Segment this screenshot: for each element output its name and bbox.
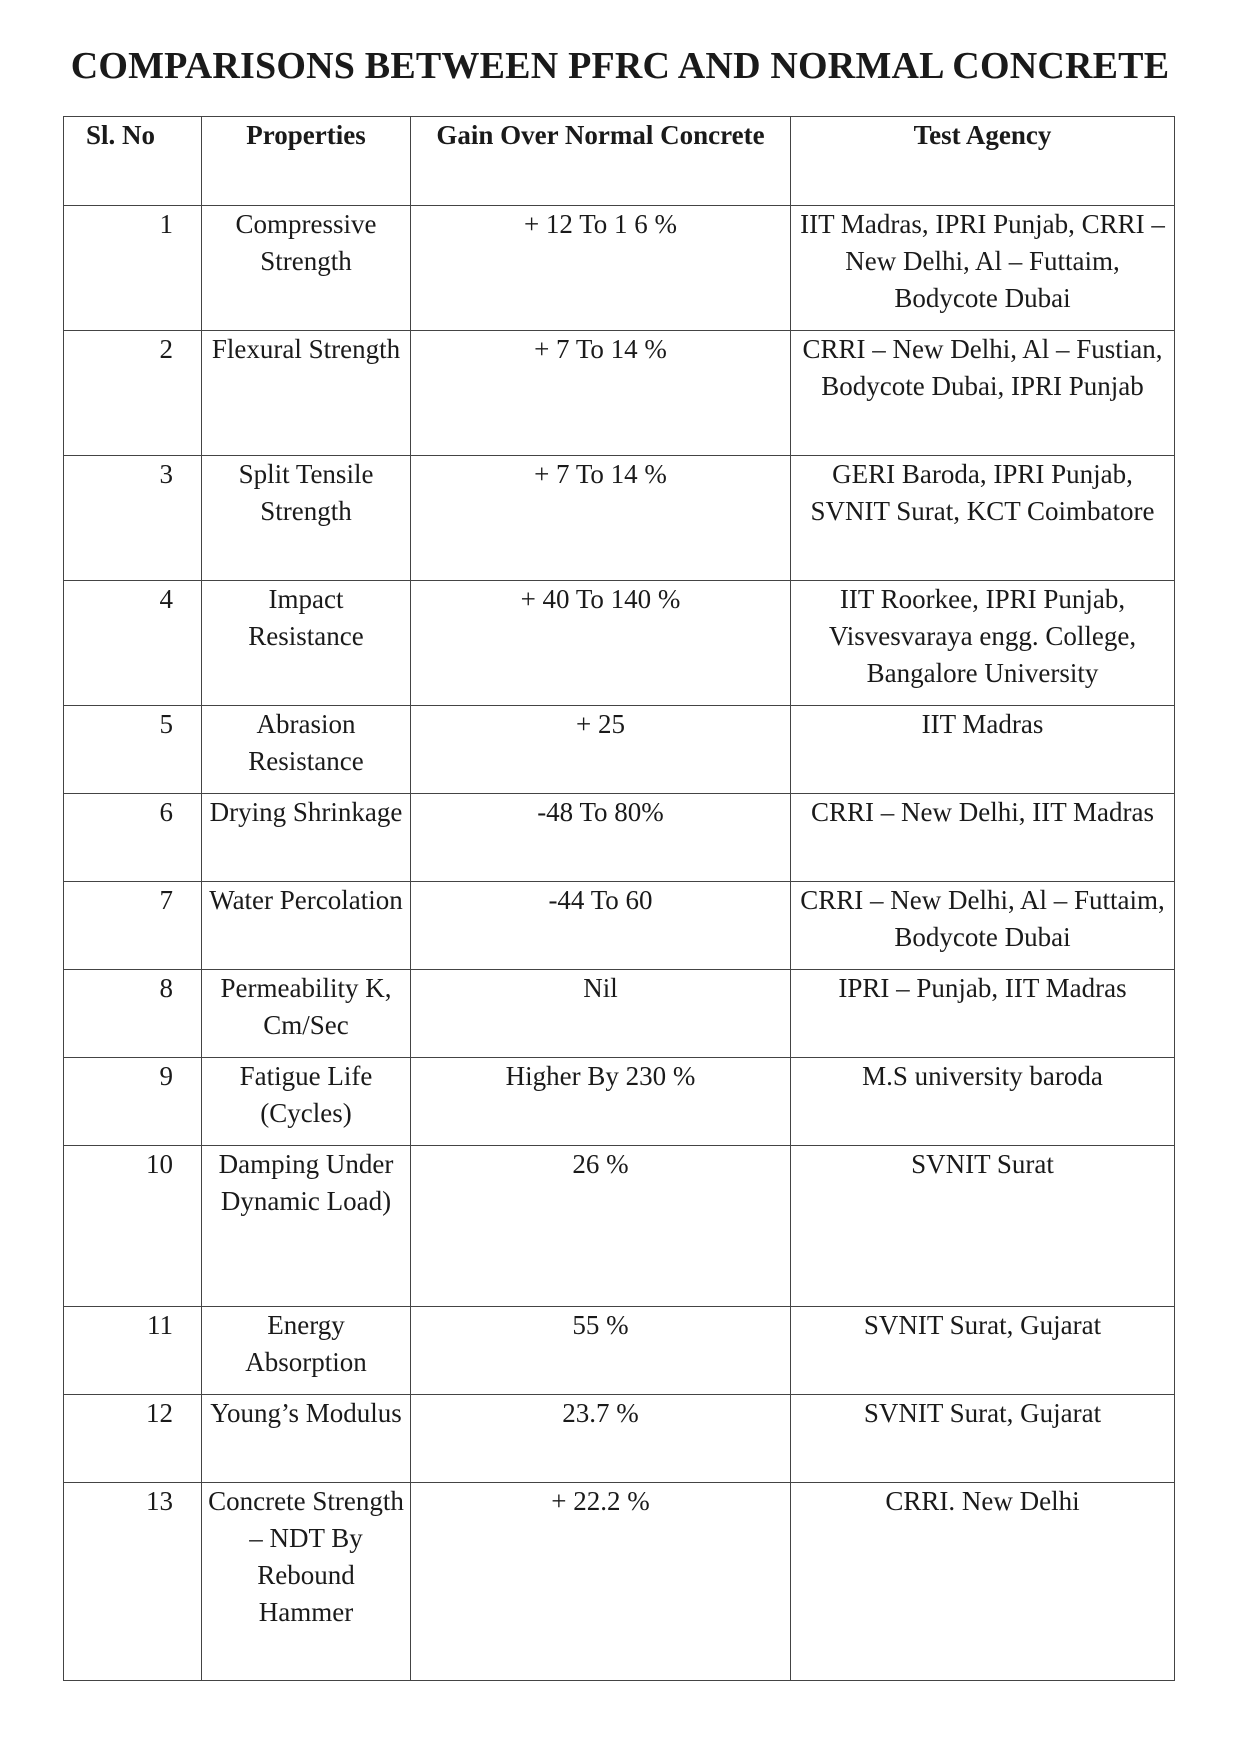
cell-gain: Higher By 230 % <box>411 1058 791 1146</box>
cell-gain: -48 To 80% <box>411 794 791 882</box>
table-row <box>64 706 1175 794</box>
cell-sl-no: 8 <box>64 970 202 1058</box>
cell-sl-no: 7 <box>64 882 202 970</box>
cell-property: Young’s Modulus <box>202 1395 411 1483</box>
cell-sl-no: 2 <box>64 331 202 456</box>
cell-sl-no: 3 <box>64 456 202 581</box>
cell-gain: + 7 To 14 % <box>411 331 791 456</box>
cell-gain: Nil <box>411 970 791 1058</box>
cell-agency: CRRI – New Delhi, Al – Futtaim, Bodycote Dubai <box>791 882 1175 970</box>
cell-gain: + 40 To 140 % <box>411 581 791 706</box>
cell-sl-no: 12 <box>64 1395 202 1483</box>
cell-agency: CRRI – New Delhi, IIT Madras <box>791 794 1175 882</box>
cell-agency: IIT Madras, IPRI Punjab, CRRI – New Delhi, Al – Futtaim, Bodycote Dubai <box>791 206 1175 331</box>
comparison-table <box>63 116 1175 1681</box>
cell-property: Water Percolation <box>202 882 411 970</box>
table-row <box>64 794 1175 882</box>
cell-gain: + 7 To 14 % <box>411 456 791 581</box>
header-properties: Properties <box>202 117 411 206</box>
table-row <box>64 1058 1175 1146</box>
table-row <box>64 1307 1175 1395</box>
cell-gain: + 12 To 1 6 % <box>411 206 791 331</box>
cell-agency: SVNIT Surat, Gujarat <box>791 1395 1175 1483</box>
cell-sl-no: 13 <box>64 1483 202 1681</box>
cell-gain: 26 % <box>411 1146 791 1307</box>
cell-agency: IIT Madras <box>791 706 1175 794</box>
cell-agency: SVNIT Surat <box>791 1146 1175 1307</box>
cell-gain: + 25 <box>411 706 791 794</box>
cell-property: Energy Absorption <box>202 1307 411 1395</box>
header-test-agency: Test Agency <box>791 117 1175 206</box>
cell-agency: IPRI – Punjab, IIT Madras <box>791 970 1175 1058</box>
cell-property: Abrasion Resistance <box>202 706 411 794</box>
cell-sl-no: 4 <box>64 581 202 706</box>
cell-property: Permeability K, Cm/Sec <box>202 970 411 1058</box>
cell-sl-no: 5 <box>64 706 202 794</box>
cell-sl-no: 6 <box>64 794 202 882</box>
table-row <box>64 970 1175 1058</box>
cell-sl-no: 9 <box>64 1058 202 1146</box>
header-sl-no: Sl. No <box>64 117 202 206</box>
cell-agency: M.S university baroda <box>791 1058 1175 1146</box>
table-row <box>64 331 1175 456</box>
cell-sl-no: 1 <box>64 206 202 331</box>
cell-sl-no: 10 <box>64 1146 202 1307</box>
cell-property: Split Tensile Strength <box>202 456 411 581</box>
table-row <box>64 882 1175 970</box>
header-gain: Gain Over Normal Concrete <box>411 117 791 206</box>
cell-property: Flexural Strength <box>202 331 411 456</box>
table-row <box>64 1395 1175 1483</box>
table-row <box>64 206 1175 331</box>
table-header-row <box>64 117 1175 206</box>
cell-sl-no: 11 <box>64 1307 202 1395</box>
cell-gain: 55 % <box>411 1307 791 1395</box>
table-row <box>64 581 1175 706</box>
table-row <box>64 1146 1175 1307</box>
cell-property: Fatigue Life (Cycles) <box>202 1058 411 1146</box>
cell-agency: SVNIT Surat, Gujarat <box>791 1307 1175 1395</box>
cell-gain: 23.7 % <box>411 1395 791 1483</box>
cell-agency: IIT Roorkee, IPRI Punjab, Visvesvaraya engg. College, Bangalore University <box>791 581 1175 706</box>
cell-gain: + 22.2 % <box>411 1483 791 1681</box>
cell-property: Concrete Strength – NDT By Rebound Hammer <box>202 1483 411 1681</box>
cell-property: Impact Resistance <box>202 581 411 706</box>
table-row <box>64 1483 1175 1681</box>
cell-agency: CRRI – New Delhi, Al – Fustian, Bodycote Dubai, IPRI Punjab <box>791 331 1175 456</box>
cell-gain: -44 To 60 <box>411 882 791 970</box>
table-row <box>64 456 1175 581</box>
cell-property: Compressive Strength <box>202 206 411 331</box>
cell-property: Drying Shrinkage <box>202 794 411 882</box>
cell-agency: CRRI. New Delhi <box>791 1483 1175 1681</box>
cell-agency: GERI Baroda, IPRI Punjab, SVNIT Surat, KCT Coimbatore <box>791 456 1175 581</box>
page-title: COMPARISONS BETWEEN PFRC AND NORMAL CONCRETE <box>70 45 1170 87</box>
cell-property: Damping Under Dynamic Load) <box>202 1146 411 1307</box>
